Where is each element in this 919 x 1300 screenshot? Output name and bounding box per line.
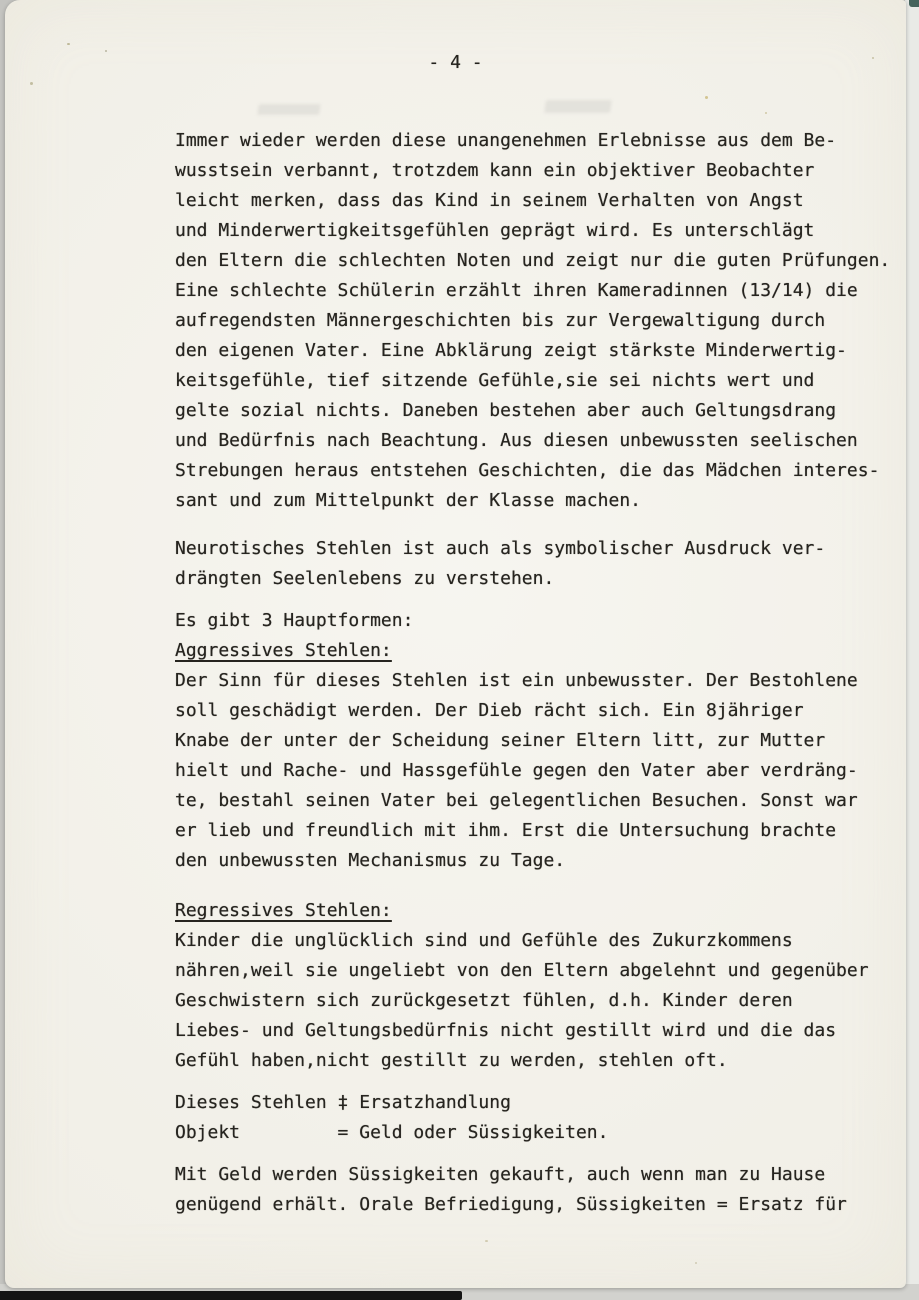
typed-line: den Eltern die schlechten Noten und zeigt nur die guten Prüfungen. [175, 250, 891, 271]
paragraph-intro [175, 126, 919, 516]
typed-line: keitsgefühle, tief sitzende Gefühle,sie sei nichts wert und [175, 370, 815, 391]
typed-line: te, bestahl seinen Vater bei gelegentlichen Besuchen. Sonst war [175, 790, 858, 811]
paragraph-neurotisches-stehlen [175, 534, 919, 594]
page-number: - 4 - [428, 52, 483, 73]
paper-speck [705, 96, 708, 99]
typed-line: Der Sinn für dieses Stehlen ist ein unbewusster. Der Bestohlene [175, 670, 858, 691]
paragraph-regressives-stehlen [175, 896, 919, 1076]
ink-smudge [257, 104, 321, 115]
paper-speck [765, 112, 767, 114]
typed-line: Knabe der unter der Scheidung seiner Eltern litt, zur Mutter [175, 730, 826, 751]
typed-line: drängten Seelenlebens zu verstehen. [175, 568, 555, 589]
heading-regressives-stehlen: Regressives Stehlen: [175, 900, 392, 921]
typed-line: Immer wieder werden diese unangenehmen Erlebnisse aus dem Be- [175, 130, 837, 151]
heading-aggressives-stehlen: Aggressives Stehlen: [175, 640, 392, 661]
typed-line: Kinder die unglücklich sind und Gefühle des Zukurzkommens [175, 930, 793, 951]
typed-line: Mit Geld werden Süssigkeiten gekauft, auch wenn man zu Hause [175, 1164, 826, 1185]
typed-line: Neurotisches Stehlen ist auch als symbolischer Ausdruck ver- [175, 538, 826, 559]
paper-speck [105, 50, 107, 52]
paper-speck [67, 43, 70, 45]
typed-line: Strebungen heraus entstehen Geschichten, die das Mädchen interes- [175, 460, 880, 481]
typed-line: sant und zum Mittelpunkt der Klasse machen. [175, 490, 641, 511]
typed-text-block [175, 126, 919, 1220]
paragraph-aggressives-stehlen [175, 666, 919, 876]
ink-smudge [544, 100, 612, 113]
typed-line: leicht merken, dass das Kind in seinem Verhalten von Angst [175, 190, 804, 211]
typed-line: gelte sozial nichts. Daneben bestehen aber auch Geltungsdrang [175, 400, 837, 421]
typed-line: Dieses Stehlen ‡ Ersatzhandlung [175, 1092, 511, 1113]
typed-line: Gefühl haben,nicht gestillt zu werden, stehlen oft. [175, 1050, 728, 1071]
typed-line: wusstsein verbannt, trotzdem kann ein objektiver Beobachter [175, 160, 815, 181]
typed-line: Liebes- und Geltungsbedürfnis nicht gestillt wird und die das [175, 1020, 837, 1041]
typed-line: Eine schlechte Schülerin erzählt ihren Kameradinnen (13/14) die [175, 280, 858, 301]
document-page [5, 0, 906, 1288]
typed-line: er lieb und freundlich mit ihm. Erst die Untersuchung brachte [175, 820, 837, 841]
typed-line: Geschwistern sich zurückgesetzt fühlen, d.h. Kinder deren [175, 990, 793, 1011]
typed-line: den unbewussten Mechanismus zu Tage. [175, 850, 566, 871]
paragraph-geld [175, 1160, 919, 1220]
typed-line: Es gibt 3 Hauptformen: [175, 610, 414, 631]
typed-line: nähren,weil sie ungeliebt von den Eltern abgelehnt und gegenüber [175, 960, 869, 981]
typed-line: hielt und Rache- und Hassgefühle gegen den Vater aber verdräng- [175, 760, 858, 781]
typed-line: Objekt = Geld oder Süssigkeiten. [175, 1122, 609, 1143]
typed-line: genügend erhält. Orale Befriedigung, Süssigkeiten = Ersatz für [175, 1194, 847, 1215]
paper-speck [485, 1240, 488, 1242]
corner-clip-mark [909, 0, 919, 7]
paper-speck [695, 1262, 697, 1264]
typed-line: und Minderwertigkeitsgefühlen geprägt wird. Es unterschlägt [175, 220, 815, 241]
paper-speck [872, 57, 874, 59]
paragraph-definition [175, 1088, 919, 1148]
typed-line: soll geschädigt werden. Der Dieb rächt sich. Ein 8jähriger [175, 700, 804, 721]
typed-line: den eigenen Vater. Eine Abklärung zeigt stärkste Minderwertig- [175, 340, 847, 361]
typed-line: aufregendsten Männergeschichten bis zur Vergewaltigung durch [175, 310, 826, 331]
scan-bottom-black-strip [0, 1291, 462, 1300]
paper-speck [30, 82, 33, 85]
paragraph-hauptformen [175, 606, 919, 666]
typed-line: und Bedürfnis nach Beachtung. Aus diesen unbewussten seelischen [175, 430, 858, 451]
